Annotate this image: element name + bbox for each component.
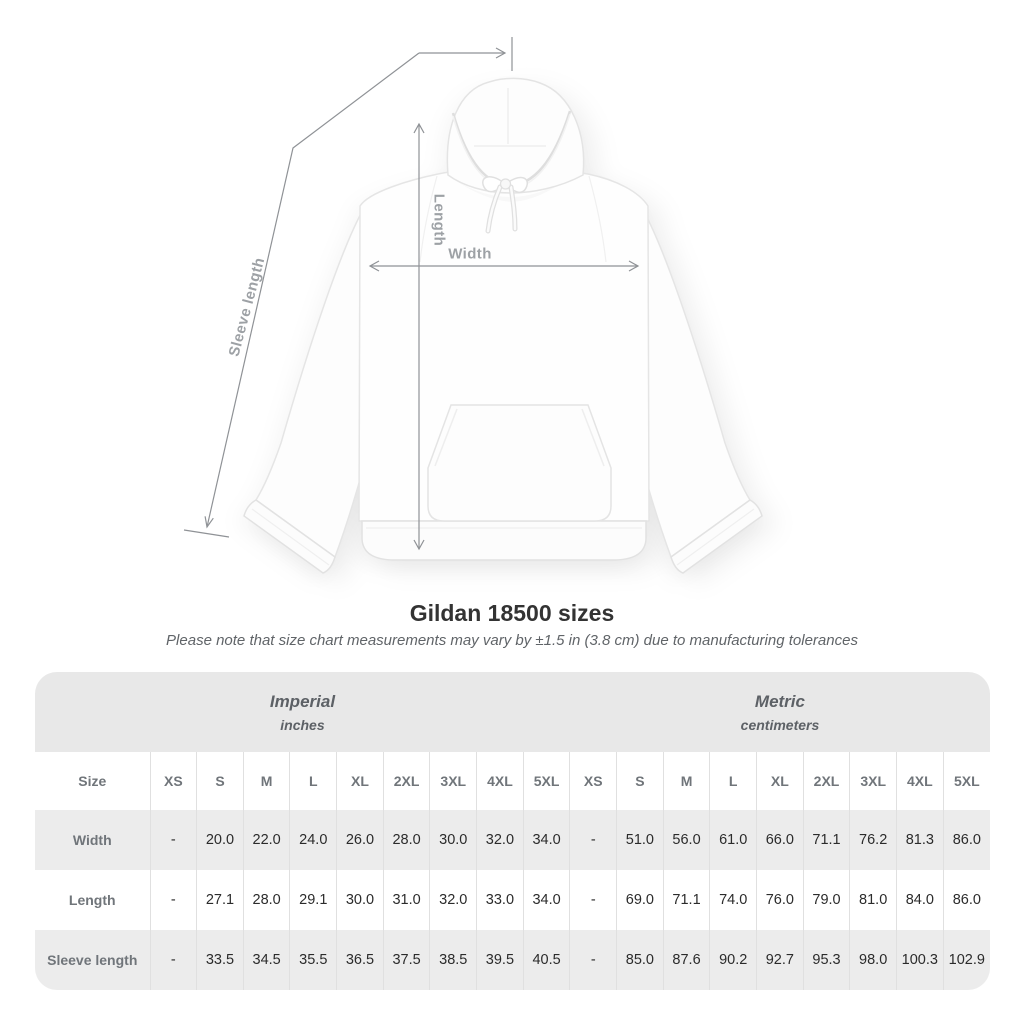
value-cell: 74.0 (710, 870, 757, 930)
size-header-cell: 3XL (430, 752, 477, 810)
value-cell: 81.3 (897, 810, 944, 870)
value-cell: 28.0 (383, 810, 430, 870)
table-row-width (35, 810, 990, 870)
value-cell: 34.0 (523, 870, 570, 930)
size-header-cell: XL (757, 752, 804, 810)
hem-band (362, 521, 646, 560)
value-cell: 56.0 (663, 810, 710, 870)
length-dimension-label: Length (430, 193, 448, 247)
size-header-cell: 2XL (383, 752, 430, 810)
size-header-cell: S (617, 752, 664, 810)
row-label: Length (68, 892, 116, 908)
size-header-cell: XS (150, 752, 197, 810)
value-cell: 71.1 (663, 870, 710, 930)
value-cell: 86.0 (943, 870, 990, 930)
size-header-cell: M (243, 752, 290, 810)
value-cell: 69.0 (617, 870, 664, 930)
size-header-cell: 5XL (523, 752, 570, 810)
table-row-length (35, 870, 990, 930)
kangaroo-pocket (428, 405, 611, 521)
sleeve-length-dimension-label: Sleeve length (225, 255, 269, 359)
width-dimension-label: Width (448, 245, 492, 263)
value-cell: - (570, 870, 617, 930)
value-cell: - (150, 930, 197, 990)
value-cell: 24.0 (290, 810, 337, 870)
size-header-cell: M (663, 752, 710, 810)
unit-group-row (35, 672, 990, 752)
value-cell: 30.0 (337, 870, 384, 930)
value-cell: 29.1 (290, 870, 337, 930)
metric-group-name: Metric (754, 691, 805, 711)
value-cell: - (570, 930, 617, 990)
value-cell: 32.0 (430, 870, 477, 930)
value-cell: 79.0 (803, 870, 850, 930)
size-header-cell: XS (570, 752, 617, 810)
metric-group-unit: centimeters (740, 716, 820, 733)
imperial-group-name: Imperial (269, 691, 336, 711)
value-cell: 90.2 (710, 930, 757, 990)
value-cell: 37.5 (383, 930, 430, 990)
drawstring-knot (501, 179, 511, 189)
value-cell: 33.0 (477, 870, 524, 930)
size-chart-table (35, 672, 990, 990)
value-cell: 85.0 (617, 930, 664, 990)
value-cell: 51.0 (617, 810, 664, 870)
value-cell: 98.0 (850, 930, 897, 990)
value-cell: 33.5 (197, 930, 244, 990)
hood (447, 78, 583, 193)
value-cell: - (570, 810, 617, 870)
value-cell: 30.0 (430, 810, 477, 870)
value-cell: 95.3 (803, 930, 850, 990)
size-header-cell: S (197, 752, 244, 810)
value-cell: 27.1 (197, 870, 244, 930)
value-cell: 39.5 (477, 930, 524, 990)
value-cell: 26.0 (337, 810, 384, 870)
value-cell: 66.0 (757, 810, 804, 870)
hoodie-garment (244, 78, 762, 573)
size-header-cell: L (710, 752, 757, 810)
size-header-row (35, 752, 990, 810)
size-header-cell: XL (337, 752, 384, 810)
value-cell: 34.5 (243, 930, 290, 990)
value-cell: 61.0 (710, 810, 757, 870)
size-chart (35, 672, 990, 990)
value-cell: 36.5 (337, 930, 384, 990)
value-cell: 76.2 (850, 810, 897, 870)
value-cell: 86.0 (943, 810, 990, 870)
size-header-cell: L (290, 752, 337, 810)
value-cell: 31.0 (383, 870, 430, 930)
value-cell: 100.3 (897, 930, 944, 990)
imperial-group-header (35, 672, 570, 752)
value-cell: 40.5 (523, 930, 570, 990)
value-cell: 32.0 (477, 810, 524, 870)
tolerance-note: Please note that size chart measurements may vary by ±1.5 in (3.8 cm) due to manufacturing tolerances (166, 632, 858, 649)
value-cell: 20.0 (197, 810, 244, 870)
size-header-cell: 4XL (897, 752, 944, 810)
value-cell: 84.0 (897, 870, 944, 930)
row-label: Width (35, 810, 150, 870)
metric-group-header (570, 672, 990, 752)
value-cell: 92.7 (757, 930, 804, 990)
value-cell: 76.0 (757, 870, 804, 930)
value-cell: 38.5 (430, 930, 477, 990)
value-cell: 28.0 (243, 870, 290, 930)
value-cell: 87.6 (663, 930, 710, 990)
size-header-cell: 2XL (803, 752, 850, 810)
table-row-sleeve-length (35, 930, 990, 990)
value-cell: 34.0 (523, 810, 570, 870)
imperial-group-unit: inches (280, 716, 325, 733)
row-label: Sleeve length (35, 930, 150, 990)
value-cell: - (150, 810, 197, 870)
value-cell: - (150, 870, 197, 930)
size-header-cell: 3XL (850, 752, 897, 810)
size-header-cell: 5XL (943, 752, 990, 810)
value-cell: 35.5 (290, 930, 337, 990)
size-column-header: Size (78, 773, 107, 789)
value-cell: 22.0 (243, 810, 290, 870)
page-title: Gildan 18500 sizes (409, 600, 615, 626)
size-header-cell: 4XL (477, 752, 524, 810)
value-cell: 81.0 (850, 870, 897, 930)
value-cell: 102.9 (943, 930, 990, 990)
value-cell: 71.1 (803, 810, 850, 870)
